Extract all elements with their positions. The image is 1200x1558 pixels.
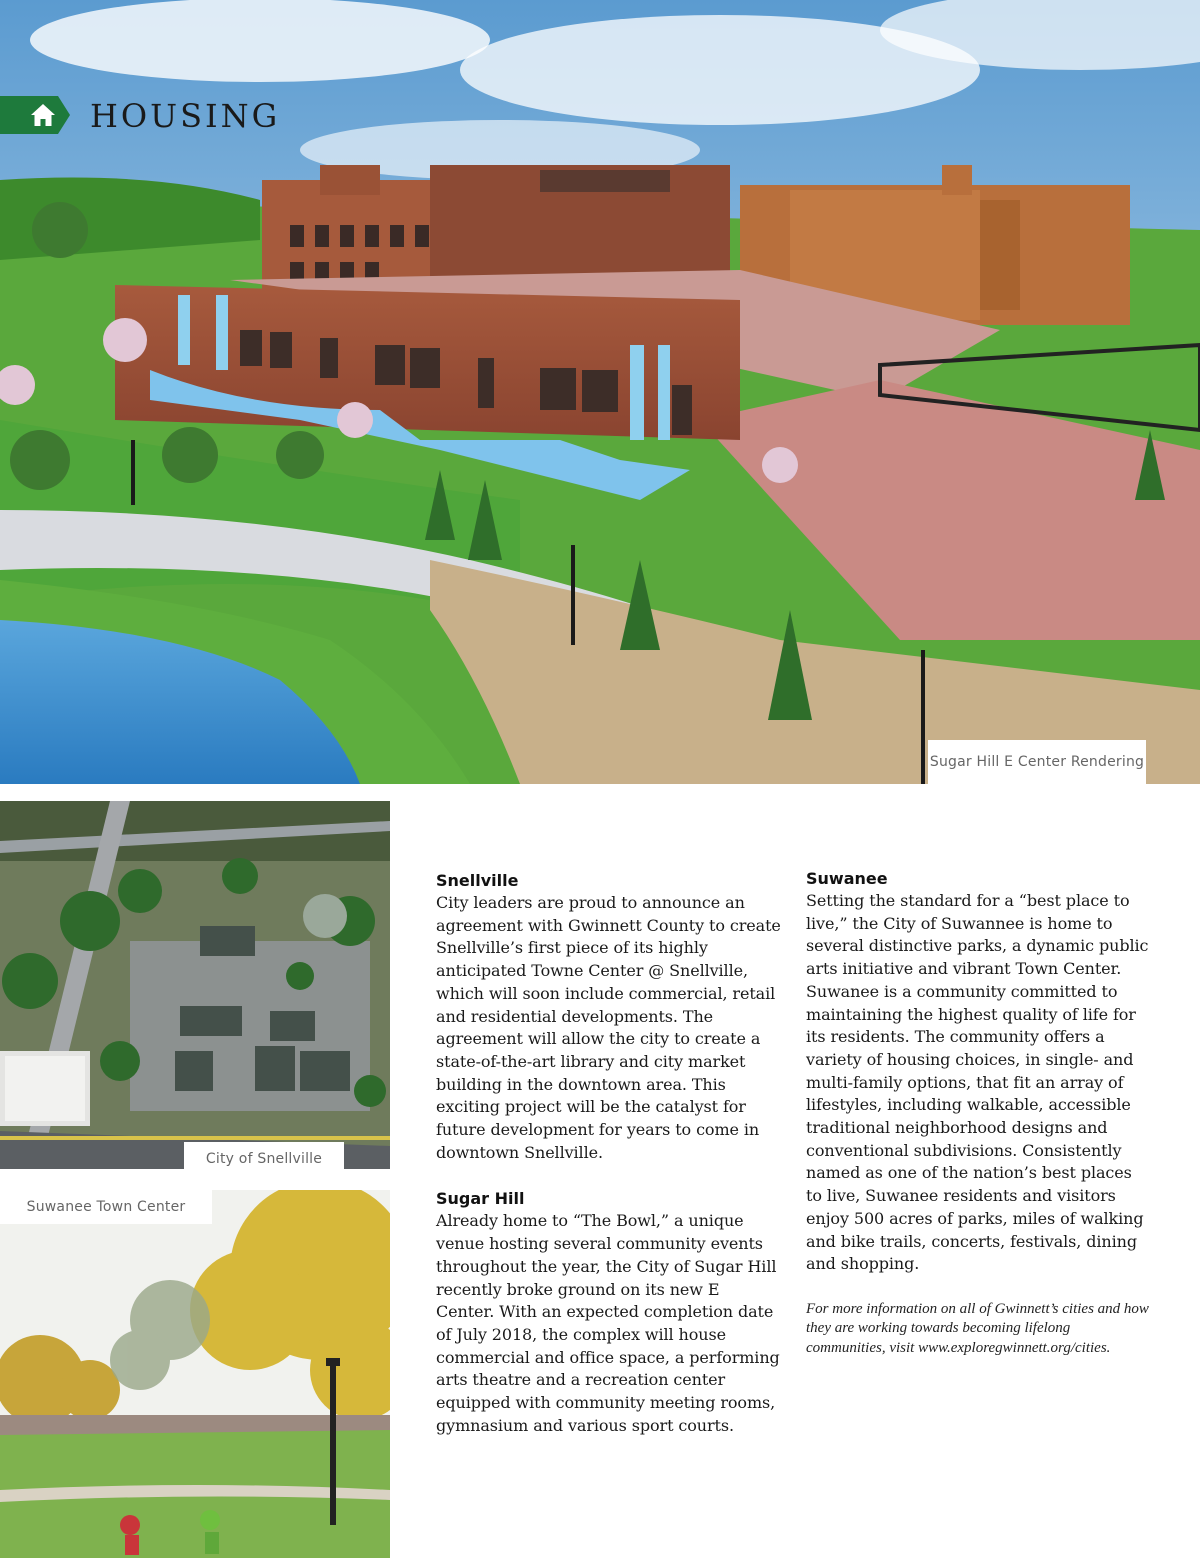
suwanee-photo-caption: Suwanee Town Center [0, 1190, 212, 1224]
section-title: HOUSING [90, 97, 281, 135]
left-text-column [436, 870, 782, 1461]
sugar-hill-body: Already home to “The Bowl,” a unique venue hosting several community events throughout the year, the City of Sugar Hill recently broke ground on its new E Center. With an expected completion date of July 2018, the complex will house commercial and office space, a performing arts theatre and a recreation center equipped with community meeting rooms, gymnasium and various sport courts. [436, 1211, 780, 1435]
suwanee-park-photo [0, 1190, 390, 1558]
sugar-hill-heading: Sugar Hill [436, 1189, 525, 1209]
home-icon [30, 103, 56, 127]
snellville-body: City leaders are proud to announce an agreement with Gwinnett County to create Snellville’s first piece of its highly anticipated Towne Center @ Snellville, which will soon include commercial, retail and residential developments. The agreement will allow the city to create a state-of-the-art library and city market building in the downtown area. This exciting project will be the catalyst for future development for years to come in downtown Snellville. [436, 893, 781, 1162]
more-info-note: For more information on all of Gwinnett’s cities and how they are working towards becoming lifelong communities, visit www.exploregwinnett.org/cities. [806, 1300, 1149, 1356]
right-text-column [806, 868, 1152, 1358]
suwanee-heading: Suwanee [806, 869, 888, 888]
snellville-aerial-photo [0, 801, 390, 1169]
section-tab [0, 96, 70, 134]
hero-caption: Sugar Hill E Center Rendering [928, 740, 1146, 784]
snellville-photo-caption: City of Snellville [184, 1142, 344, 1176]
snellville-heading: Snellville [436, 871, 519, 890]
suwanee-body: Setting the standard for a “best place to live,” the City of Suwannee is home to several distinctive parks, a dynamic public arts initiative and vibrant Town Center. Suwanee is a community committed to maintaining the highest quality of life for its residents. The community offers a variety of housing choices, in single- and multi-family options, that fit an array of lifestyles, including walkable, accessible traditional neighborhood designs and conventional subdivisions. Consistently named as one of the nation’s best places to live, Suwanee residents and visitors enjoy 500 acres of parks, miles of walking and bike trails, concerts, festivals, dining and shopping. [806, 891, 1149, 1274]
